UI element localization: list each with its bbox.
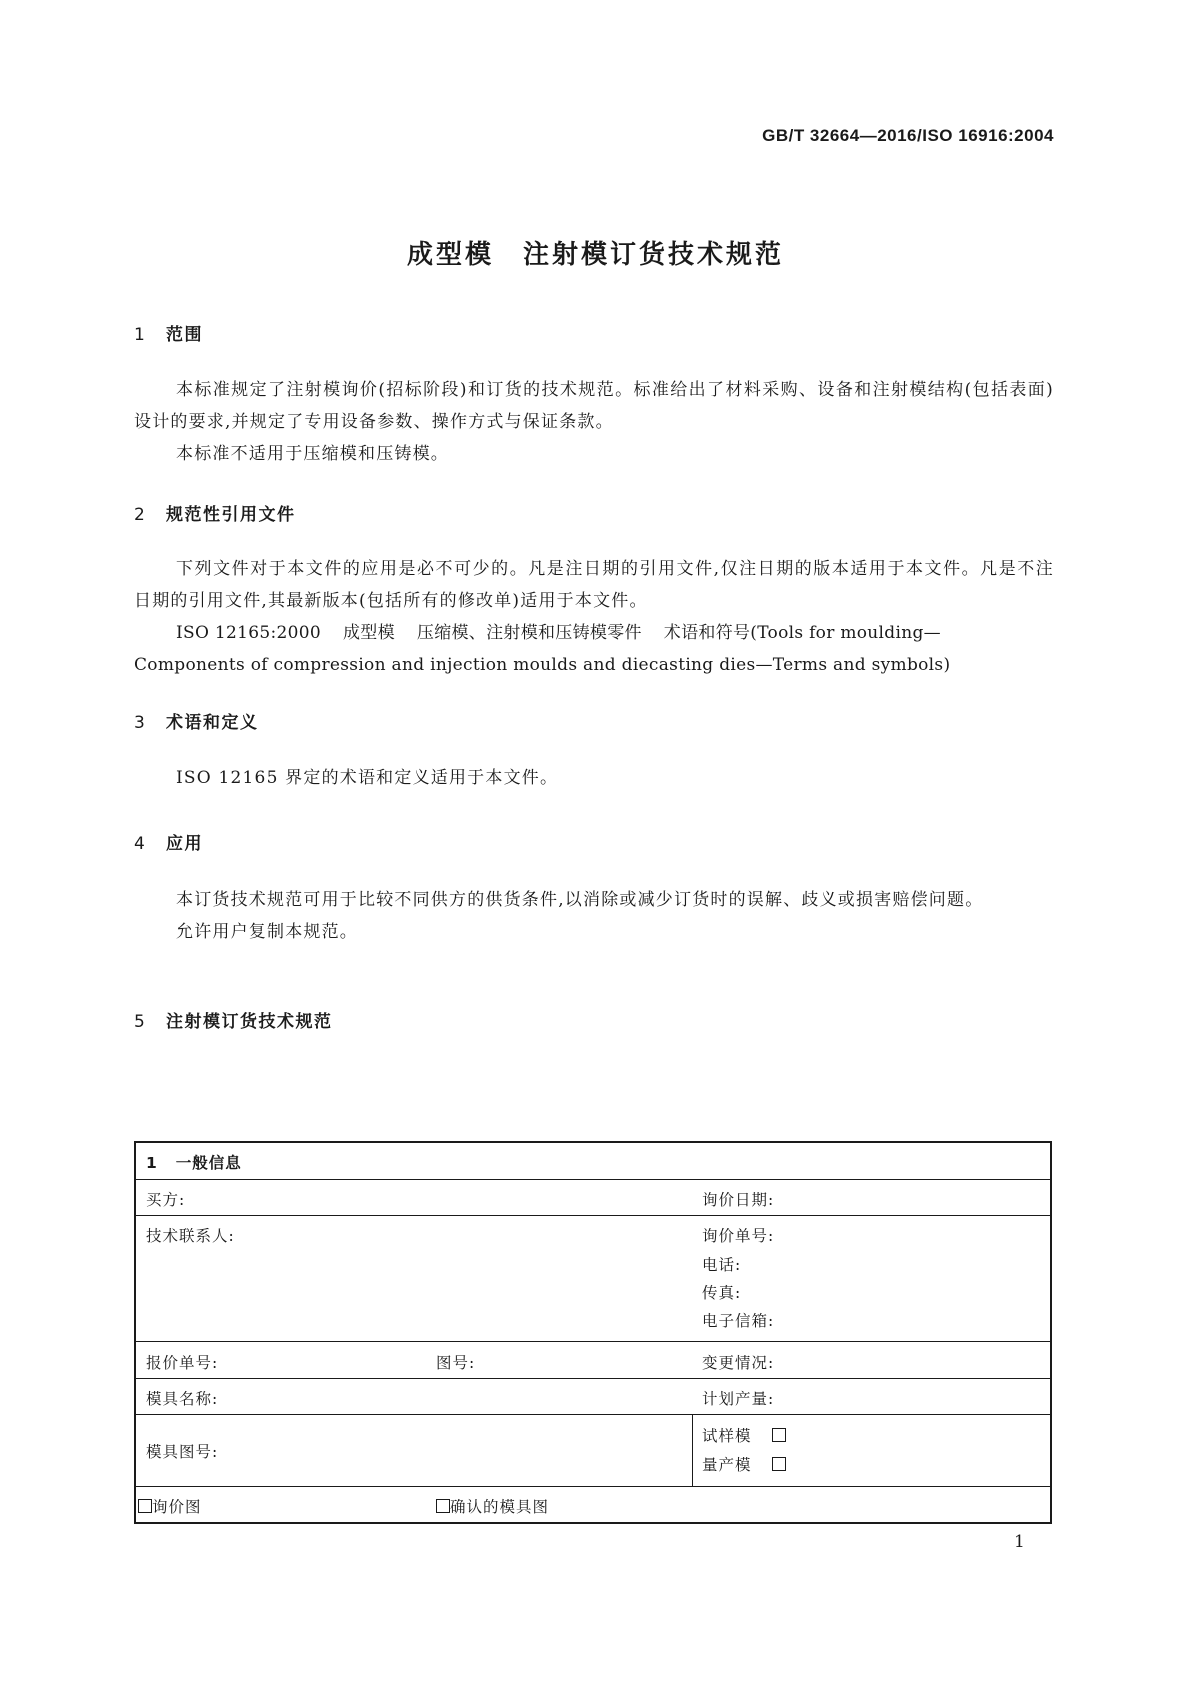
table-row [136, 1379, 1050, 1415]
section-3-body [134, 762, 1054, 794]
reference-cn-title-1: 成型模 [342, 623, 395, 643]
section-4-heading [134, 829, 203, 854]
paragraph: ISO 12165 界定的术语和定义适用于本文件。 [176, 768, 559, 788]
drawing-no-label: 图号: [436, 1354, 476, 1372]
confirmed-drawing-label: 确认的模具图 [450, 1498, 550, 1516]
section-number: 5 [134, 1012, 147, 1032]
reference-cn-title-3: 术语和符号 [663, 623, 751, 643]
general-info-table [134, 1141, 1052, 1524]
section-title: 范围 [166, 325, 203, 345]
trial-mould-label: 试样模 [702, 1427, 752, 1445]
section-title: 规范性引用文件 [166, 505, 296, 525]
inquiry-no-label: 询价单号: [702, 1227, 775, 1245]
quote-no-label: 报价单号: [146, 1354, 219, 1372]
section-number: 2 [134, 505, 147, 525]
table-row [136, 1487, 1050, 1522]
fax-label: 传真: [702, 1284, 742, 1302]
reference-entry-continued: Components of compression and injection moulds and diecasting dies—Terms and symbols) [134, 655, 951, 675]
section-2-body [134, 553, 1054, 681]
mould-drawing-no-label: 模具图号: [146, 1443, 219, 1461]
standard-code: GB/T 32664—2016/ISO 16916:2004 [762, 126, 1054, 145]
changes-label: 变更情况: [702, 1354, 775, 1372]
page-number: 1 [1014, 1532, 1025, 1552]
section-3-heading [134, 708, 259, 733]
reference-cn-title-2: 压缩模、注射模和压铸模零件 [416, 623, 642, 643]
section-1-heading [134, 320, 203, 345]
inquiry-drawing-checkbox[interactable] [138, 1499, 152, 1513]
production-mould-checkbox[interactable] [772, 1457, 786, 1471]
email-label: 电子信箱: [702, 1312, 775, 1330]
trial-mould-checkbox[interactable] [772, 1428, 786, 1442]
paragraph: 允许用户复制本规范。 [176, 922, 358, 942]
section-title: 应用 [166, 834, 203, 854]
production-mould-option[interactable] [702, 1453, 786, 1475]
table-heading-title: 一般信息 [175, 1154, 242, 1172]
buyer-label: 买方: [146, 1191, 186, 1209]
inquiry-drawing-label: 询价图 [152, 1498, 202, 1516]
paragraph: 下列文件对于本文件的应用是必不可少的。凡是注日期的引用文件,仅注日期的版本适用于本文件。凡是不注日期的引用文件,其最新版本(包括所有的修改单)适用于本文件。 [134, 559, 1054, 611]
table-row [136, 1415, 1050, 1487]
reference-en-title-1: (Tools for moulding— [750, 623, 941, 643]
confirmed-drawing-option[interactable] [436, 1495, 549, 1517]
paragraph: 本订货技术规范可用于比较不同供方的供货条件,以消除或减少订货时的误解、歧义或损害赔偿问题。 [176, 890, 984, 910]
reference-code: ISO 12165:2000 [176, 623, 321, 643]
section-title: 注射模订货技术规范 [166, 1012, 333, 1032]
document-title: 成型模 注射模订货技术规范 [406, 240, 784, 270]
phone-label: 电话: [702, 1256, 742, 1274]
paragraph: 本标准不适用于压缩模和压铸模。 [176, 444, 449, 464]
section-number: 4 [134, 834, 147, 854]
section-4-body [134, 884, 1054, 948]
section-title: 术语和定义 [166, 713, 259, 733]
section-number: 3 [134, 713, 147, 733]
inquiry-date-label: 询价日期: [702, 1191, 775, 1209]
confirmed-drawing-checkbox[interactable] [436, 1499, 450, 1513]
table-heading-row [136, 1143, 1050, 1180]
section-2-heading [134, 500, 296, 525]
table-row [136, 1216, 1050, 1342]
section-number: 1 [134, 325, 147, 345]
tech-contact-label: 技术联系人: [146, 1227, 235, 1245]
section-1-body [134, 374, 1054, 470]
section-5-heading [134, 1007, 333, 1032]
inquiry-drawing-option[interactable] [138, 1495, 202, 1517]
table-row [136, 1180, 1050, 1216]
production-mould-label: 量产模 [702, 1456, 752, 1474]
reference-entry [134, 617, 1054, 649]
trial-mould-option[interactable] [702, 1424, 786, 1446]
paragraph: 本标准规定了注射模询价(招标阶段)和订货的技术规范。标准给出了材料采购、设备和注射模结构(包括表面)设计的要求,并规定了专用设备参数、操作方式与保证条款。 [134, 380, 1054, 432]
table-heading-number: 1 [146, 1154, 158, 1172]
column-divider [692, 1415, 693, 1486]
planned-output-label: 计划产量: [702, 1390, 775, 1408]
mould-name-label: 模具名称: [146, 1390, 219, 1408]
table-row [136, 1342, 1050, 1379]
table-heading [146, 1151, 242, 1173]
